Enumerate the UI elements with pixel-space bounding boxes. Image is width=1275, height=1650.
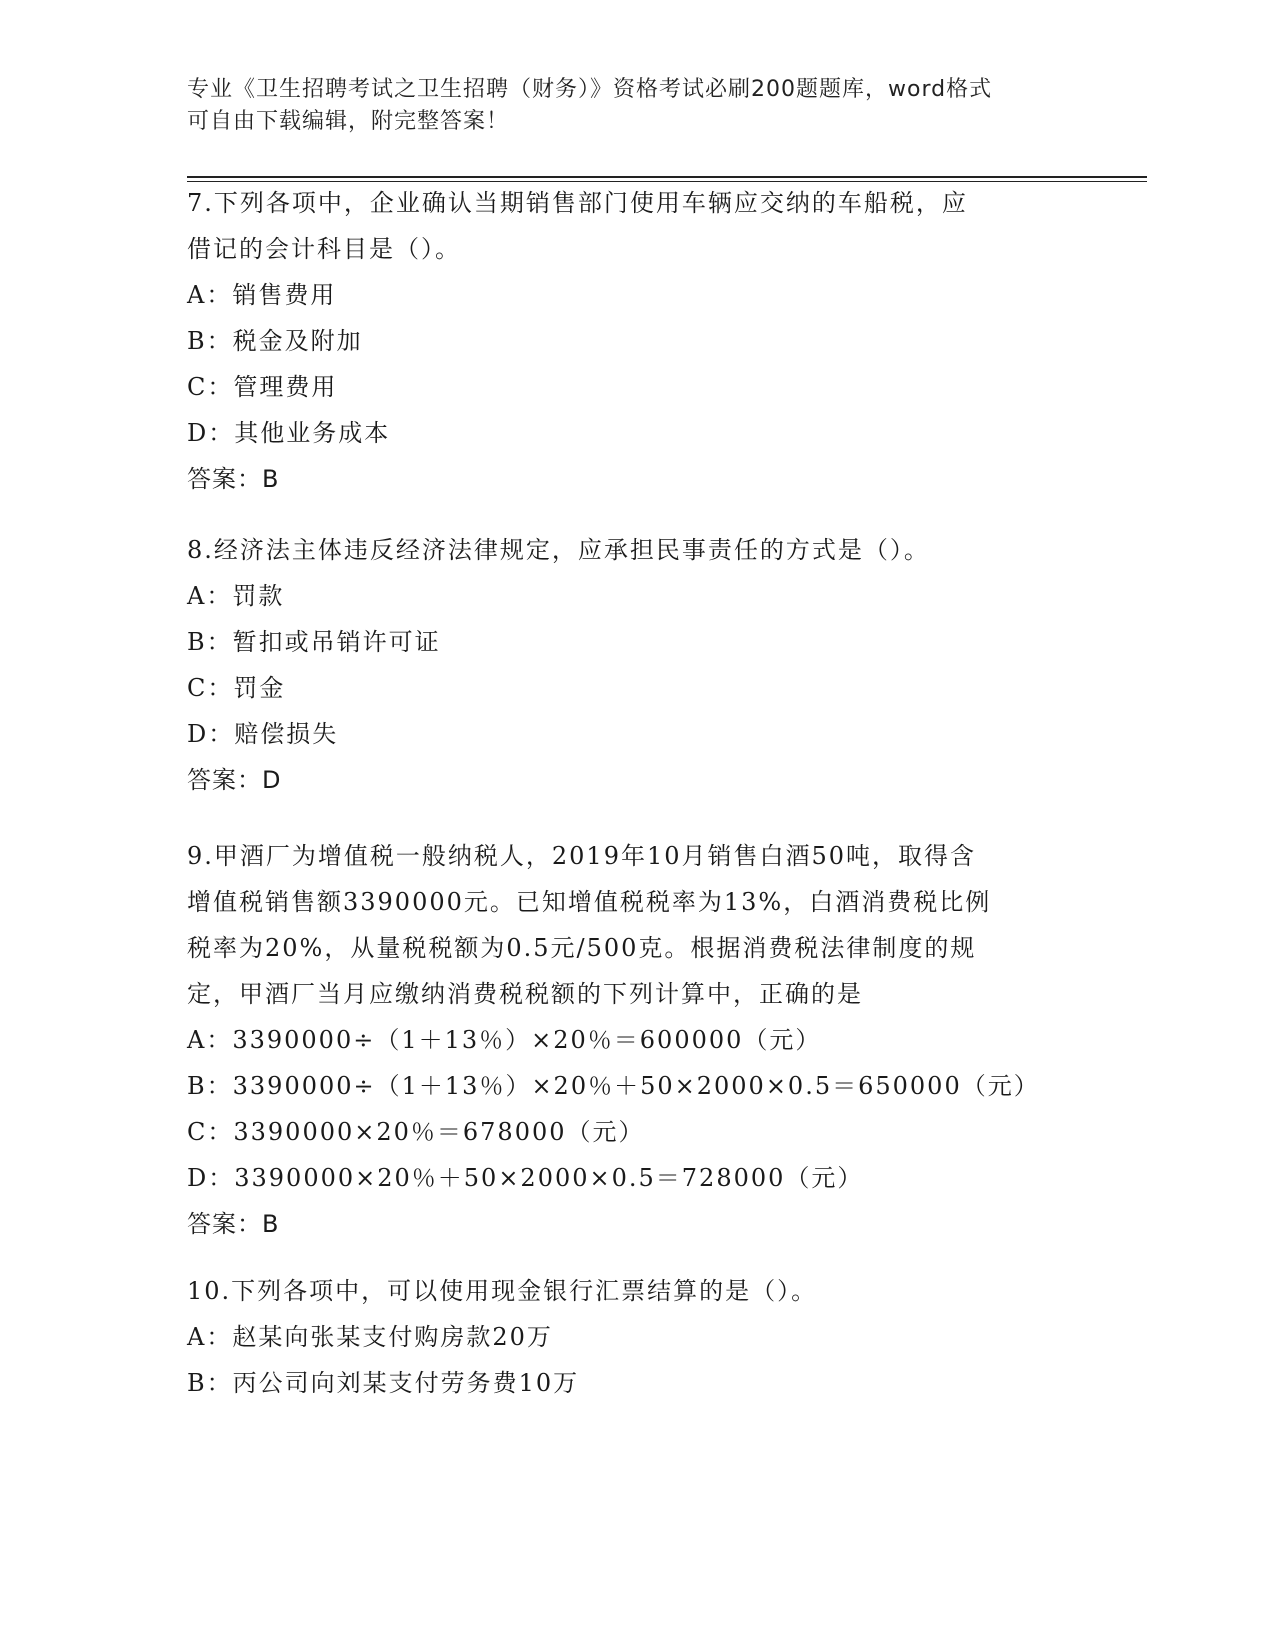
answer-line: 答案：D <box>187 766 282 794</box>
question-text: 8.经济法主体违反经济法律规定，应承担民事责任的方式是（）。 <box>187 536 930 564</box>
question-text: 9.甲酒厂为增值税一般纳税人，2019年10月销售白酒50吨，取得含 <box>187 842 977 870</box>
document-header <box>187 74 1087 138</box>
question-9 <box>187 833 1087 1247</box>
question-text: 税率为20%，从量税税额为0.5元/500克。根据消费税法律制度的规 <box>187 934 977 962</box>
option-b: B：暂扣或吊销许可证 <box>187 628 441 656</box>
question-10 <box>187 1268 1087 1406</box>
question-text: 10.下列各项中，可以使用现金银行汇票结算的是（）。 <box>187 1277 818 1305</box>
option-b: B：3390000÷（1＋13％）×20％＋50×2000×0.5＝650000（元） <box>187 1072 1040 1100</box>
option-b: B：丙公司向刘某支付劳务费10万 <box>187 1369 580 1397</box>
question-text: 7.下列各项中，企业确认当期销售部门使用车辆应交纳的车船税，应 <box>187 189 968 217</box>
question-text: 增值税销售额3390000元。已知增值税税率为13%，白酒消费税比例 <box>187 888 992 916</box>
option-c: C：罚金 <box>187 674 286 702</box>
option-a: A：销售费用 <box>187 281 337 309</box>
option-a: A：罚款 <box>187 582 285 610</box>
option-d: D：其他业务成本 <box>187 419 391 447</box>
question-8 <box>187 527 1087 803</box>
header-line-2: 可自由下载编辑，附完整答案！ <box>187 109 510 134</box>
option-a: A：3390000÷（1＋13％）×20％＝600000（元） <box>187 1026 822 1054</box>
question-text: 定，甲酒厂当月应缴纳消费税税额的下列计算中，正确的是 <box>187 980 863 1008</box>
header-line-1: 专业《卫生招聘考试之卫生招聘（财务）》资格考试必刷200题题库，word格式 <box>187 77 993 102</box>
header-divider-thick <box>187 176 1147 178</box>
option-c: C：3390000×20％＝678000（元） <box>187 1118 645 1146</box>
option-d: D：赔偿损失 <box>187 720 339 748</box>
option-c: C：管理费用 <box>187 373 338 401</box>
answer-line: 答案：B <box>187 465 280 493</box>
option-d: D：3390000×20％＋50×2000×0.5＝728000（元） <box>187 1164 864 1192</box>
question-text: 借记的会计科目是（）。 <box>187 235 461 263</box>
option-b: B：税金及附加 <box>187 327 363 355</box>
answer-line: 答案：B <box>187 1210 280 1238</box>
question-7 <box>187 180 1087 502</box>
option-a: A：赵某向张某支付购房款20万 <box>187 1323 553 1351</box>
